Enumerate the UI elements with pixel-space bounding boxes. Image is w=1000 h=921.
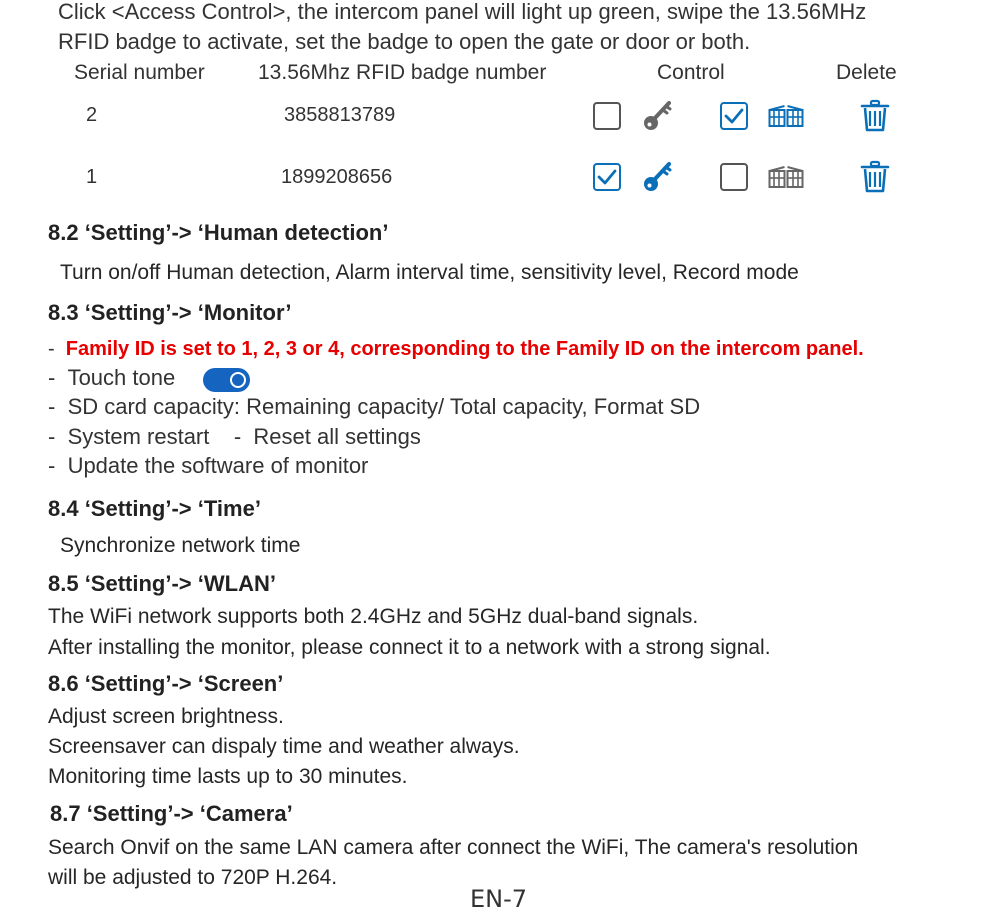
family-id-bullet: - Family ID is set to 1, 2, 3 or 4, corresponding to the Family ID on the intercom panel. (48, 338, 864, 360)
touch-tone-toggle[interactable] (203, 368, 250, 392)
sd-card-bullet: - SD card capacity: Remaining capacity/ Total capacity, Format SD (48, 394, 701, 419)
intro-line-2: RFID badge to activate, set the badge to open the gate or door or both. (58, 29, 751, 54)
section-8-4-heading: 8.4 ‘Setting’-> ‘Time’ (48, 496, 261, 521)
key-icon (642, 99, 674, 133)
gate-icon (768, 104, 804, 128)
checkmark-icon (597, 168, 617, 186)
section-8-3-heading: 8.3 ‘Setting’-> ‘Monitor’ (48, 300, 292, 325)
section-8-5-line-1: The WiFi network supports both 2.4GHz and 5GHz dual-band signals. (48, 605, 699, 628)
update-bullet: - Update the software of monitor (48, 453, 369, 478)
trash-icon[interactable] (860, 99, 890, 133)
section-8-6-heading: 8.6 ‘Setting’-> ‘Screen’ (48, 671, 284, 696)
header-badge-number: 13.56Mhz RFID badge number (258, 61, 547, 84)
gate-checkbox[interactable] (720, 163, 748, 191)
section-8-6-line-3: Monitoring time lasts up to 30 minutes. (48, 765, 408, 788)
toggle-knob (230, 372, 246, 388)
section-8-5-line-2: After installing the monitor, please connect it to a network with a strong signal. (48, 636, 771, 659)
gate-icon (768, 165, 804, 189)
header-delete: Delete (836, 61, 897, 84)
section-8-7-line-1: Search Onvif on the same LAN camera after connect the WiFi, The camera's resolution (48, 836, 859, 859)
row-badge-number: 1899208656 (281, 166, 393, 188)
section-8-7-line-2: will be adjusted to 720P H.264. (48, 866, 338, 889)
page-number: EN-7 (470, 885, 528, 913)
key-icon (642, 160, 674, 194)
row-badge-number: 3858813789 (284, 104, 396, 126)
gate-checkbox[interactable] (720, 102, 748, 130)
section-8-7-heading: 8.7 ‘Setting’-> ‘Camera’ (50, 801, 293, 826)
checkmark-icon (724, 107, 744, 125)
intro-line-1: Click <Access Control>, the intercom panel will light up green, swipe the 13.56MHz (58, 0, 867, 24)
door-checkbox[interactable] (593, 163, 621, 191)
reset-settings-text: Reset all settings (253, 424, 421, 449)
restart-bullet: - System restart - Reset all settings (48, 424, 421, 449)
header-control: Control (657, 61, 725, 84)
section-8-2-text: Turn on/off Human detection, Alarm interval time, sensitivity level, Record mode (60, 261, 799, 284)
row-serial: 2 (86, 104, 98, 126)
section-8-4-text: Synchronize network time (60, 534, 301, 557)
section-8-6-line-1: Adjust screen brightness. (48, 705, 284, 728)
family-id-text: Family ID is set to 1, 2, 3 or 4, corresponding to the Family ID on the intercom panel. (65, 338, 864, 360)
trash-icon[interactable] (860, 160, 890, 194)
row-serial: 1 (86, 166, 98, 188)
touch-tone-label: Touch tone (67, 365, 176, 390)
section-8-2-heading: 8.2 ‘Setting’-> ‘Human detection’ (48, 220, 389, 245)
door-checkbox[interactable] (593, 102, 621, 130)
header-serial-number: Serial number (74, 61, 205, 84)
touch-tone-bullet: - Touch tone (48, 365, 176, 390)
section-8-5-heading: 8.5 ‘Setting’-> ‘WLAN’ (48, 571, 276, 596)
update-software-text: Update the software of monitor (67, 453, 369, 478)
sd-card-text: SD card capacity: Remaining capacity/ Total capacity, Format SD (67, 394, 701, 419)
section-8-6-line-2: Screensaver can dispaly time and weather always. (48, 735, 520, 758)
system-restart-text: System restart (67, 424, 210, 449)
